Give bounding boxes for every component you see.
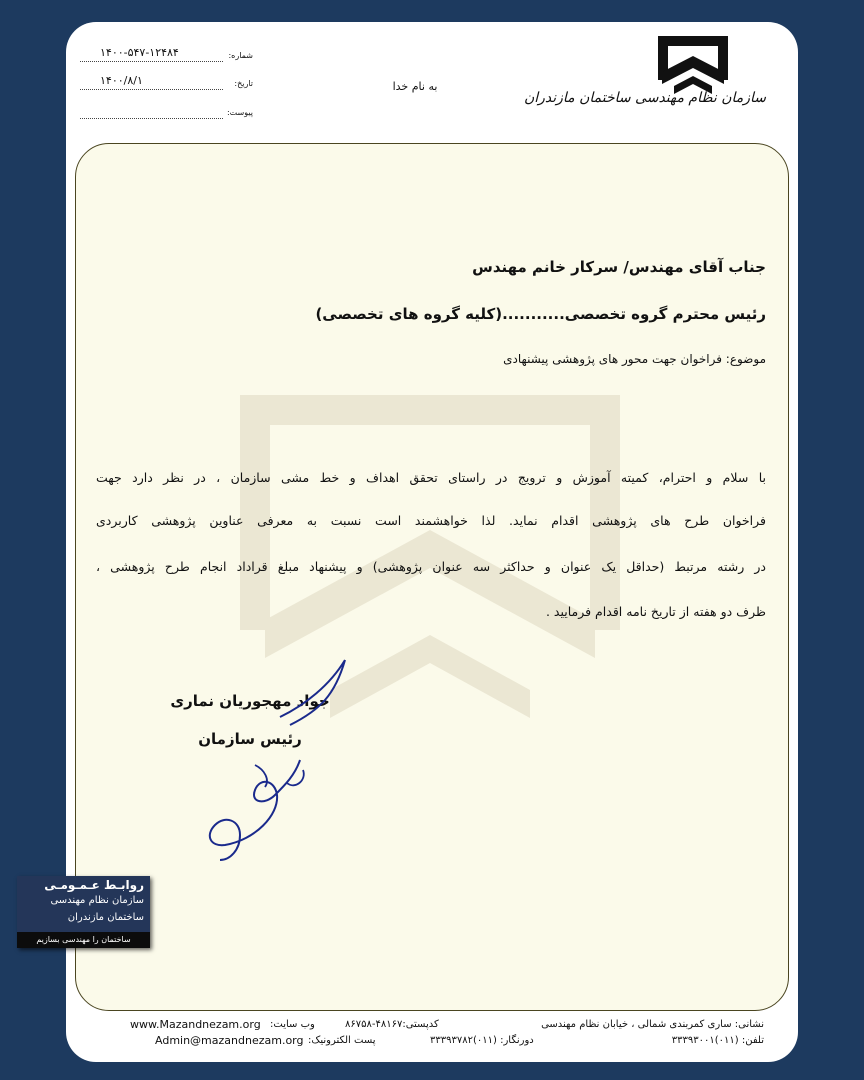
badge-line-3: ساختمان مازندران bbox=[67, 912, 144, 923]
salutation-line: جناب آقای مهندس/ سرکار خانم مهندس bbox=[472, 258, 766, 276]
letter-attachment-label: پیوست: bbox=[226, 108, 253, 117]
letter-date-value: ۱۴۰۰/۸/۱ bbox=[100, 74, 143, 87]
signer-title: رئیس سازمان bbox=[198, 730, 302, 748]
body-line-1: با سلام و احترام، کمیته آموزش و ترویج در راستای تحقق اهداف و خط مشی سازمان ، در نظر دارد جهت bbox=[96, 470, 766, 485]
body-line-4: ظرف دو هفته از تاریخ نامه اقدام فرمایید . bbox=[545, 604, 766, 619]
recipient-line: رئیس محترم گروه تخصصی...........(کلیه گروه های تخصصی) bbox=[315, 305, 766, 323]
footer-email[interactable]: Admin@mazandnezam.org bbox=[155, 1034, 304, 1047]
badge-slogan: ساختمان را مهندسی بسازیم bbox=[17, 932, 150, 948]
footer-website[interactable]: www.Mazandnezam.org bbox=[130, 1018, 261, 1031]
letter-number-field bbox=[80, 42, 255, 62]
body-line-2: فراخوان طرح های پژوهشی اقدام نماید. لذا خواهشمند است نسبت به معرفی عناوین پژوهشی کاربردی bbox=[96, 513, 766, 528]
badge-line-1: روابـط عـمـومـی bbox=[44, 878, 144, 892]
badge-line-2: سازمان نظام مهندسی bbox=[50, 895, 144, 906]
footer-email-label: پست الکترونیک: bbox=[308, 1035, 376, 1046]
subject-line: موضوع: فراخوان جهت محور های پژوهشی پیشنهادی bbox=[503, 352, 766, 366]
bismillah-heading: به نام خدا bbox=[392, 80, 438, 93]
body-line-3: در رشته مرتبط (حداقل یک عنوان و حداکثر سه عنوان پژوهشی) و پیشنهاد مبلغ قراداد انجام طرح پژوهشی ، bbox=[96, 559, 766, 574]
letter-number-line bbox=[80, 61, 223, 62]
footer-phone: تلفن: (۰۱۱)۳۳۳۹۳۰۰۱ bbox=[671, 1035, 764, 1046]
letter-attachment-line bbox=[80, 118, 223, 119]
letter-date-field bbox=[80, 70, 255, 90]
letter-number-value: ۱۴۰۰-۵۴۷-۱۲۴۸۴ bbox=[100, 46, 179, 59]
letter-number-label: شماره: bbox=[228, 51, 253, 60]
footer-fax: دورنگار: (۰۱۱)۳۳۳۹۳۷۸۲ bbox=[430, 1035, 534, 1046]
organization-logo-icon bbox=[523, 28, 770, 138]
footer-postal-code: کدپستی:۴۸۱۶۷-۸۶۷۵۸ bbox=[345, 1019, 439, 1030]
letter-date-line bbox=[80, 89, 223, 90]
organization-name: سازمان نظام مهندسی ساختمان مازندران bbox=[523, 90, 766, 106]
handwritten-signature-icon bbox=[195, 655, 355, 865]
footer-address: نشانی: ساری کمربندی شمالی ، خیابان نظام مهندسی bbox=[541, 1019, 764, 1030]
signer-name: جواد مهجوریان نماری bbox=[170, 692, 330, 710]
footer-website-label: وب سایت: bbox=[270, 1019, 315, 1030]
letter-attachment-field bbox=[80, 99, 255, 119]
letter-date-label: تاریخ: bbox=[234, 79, 253, 88]
public-relations-badge bbox=[17, 876, 150, 948]
